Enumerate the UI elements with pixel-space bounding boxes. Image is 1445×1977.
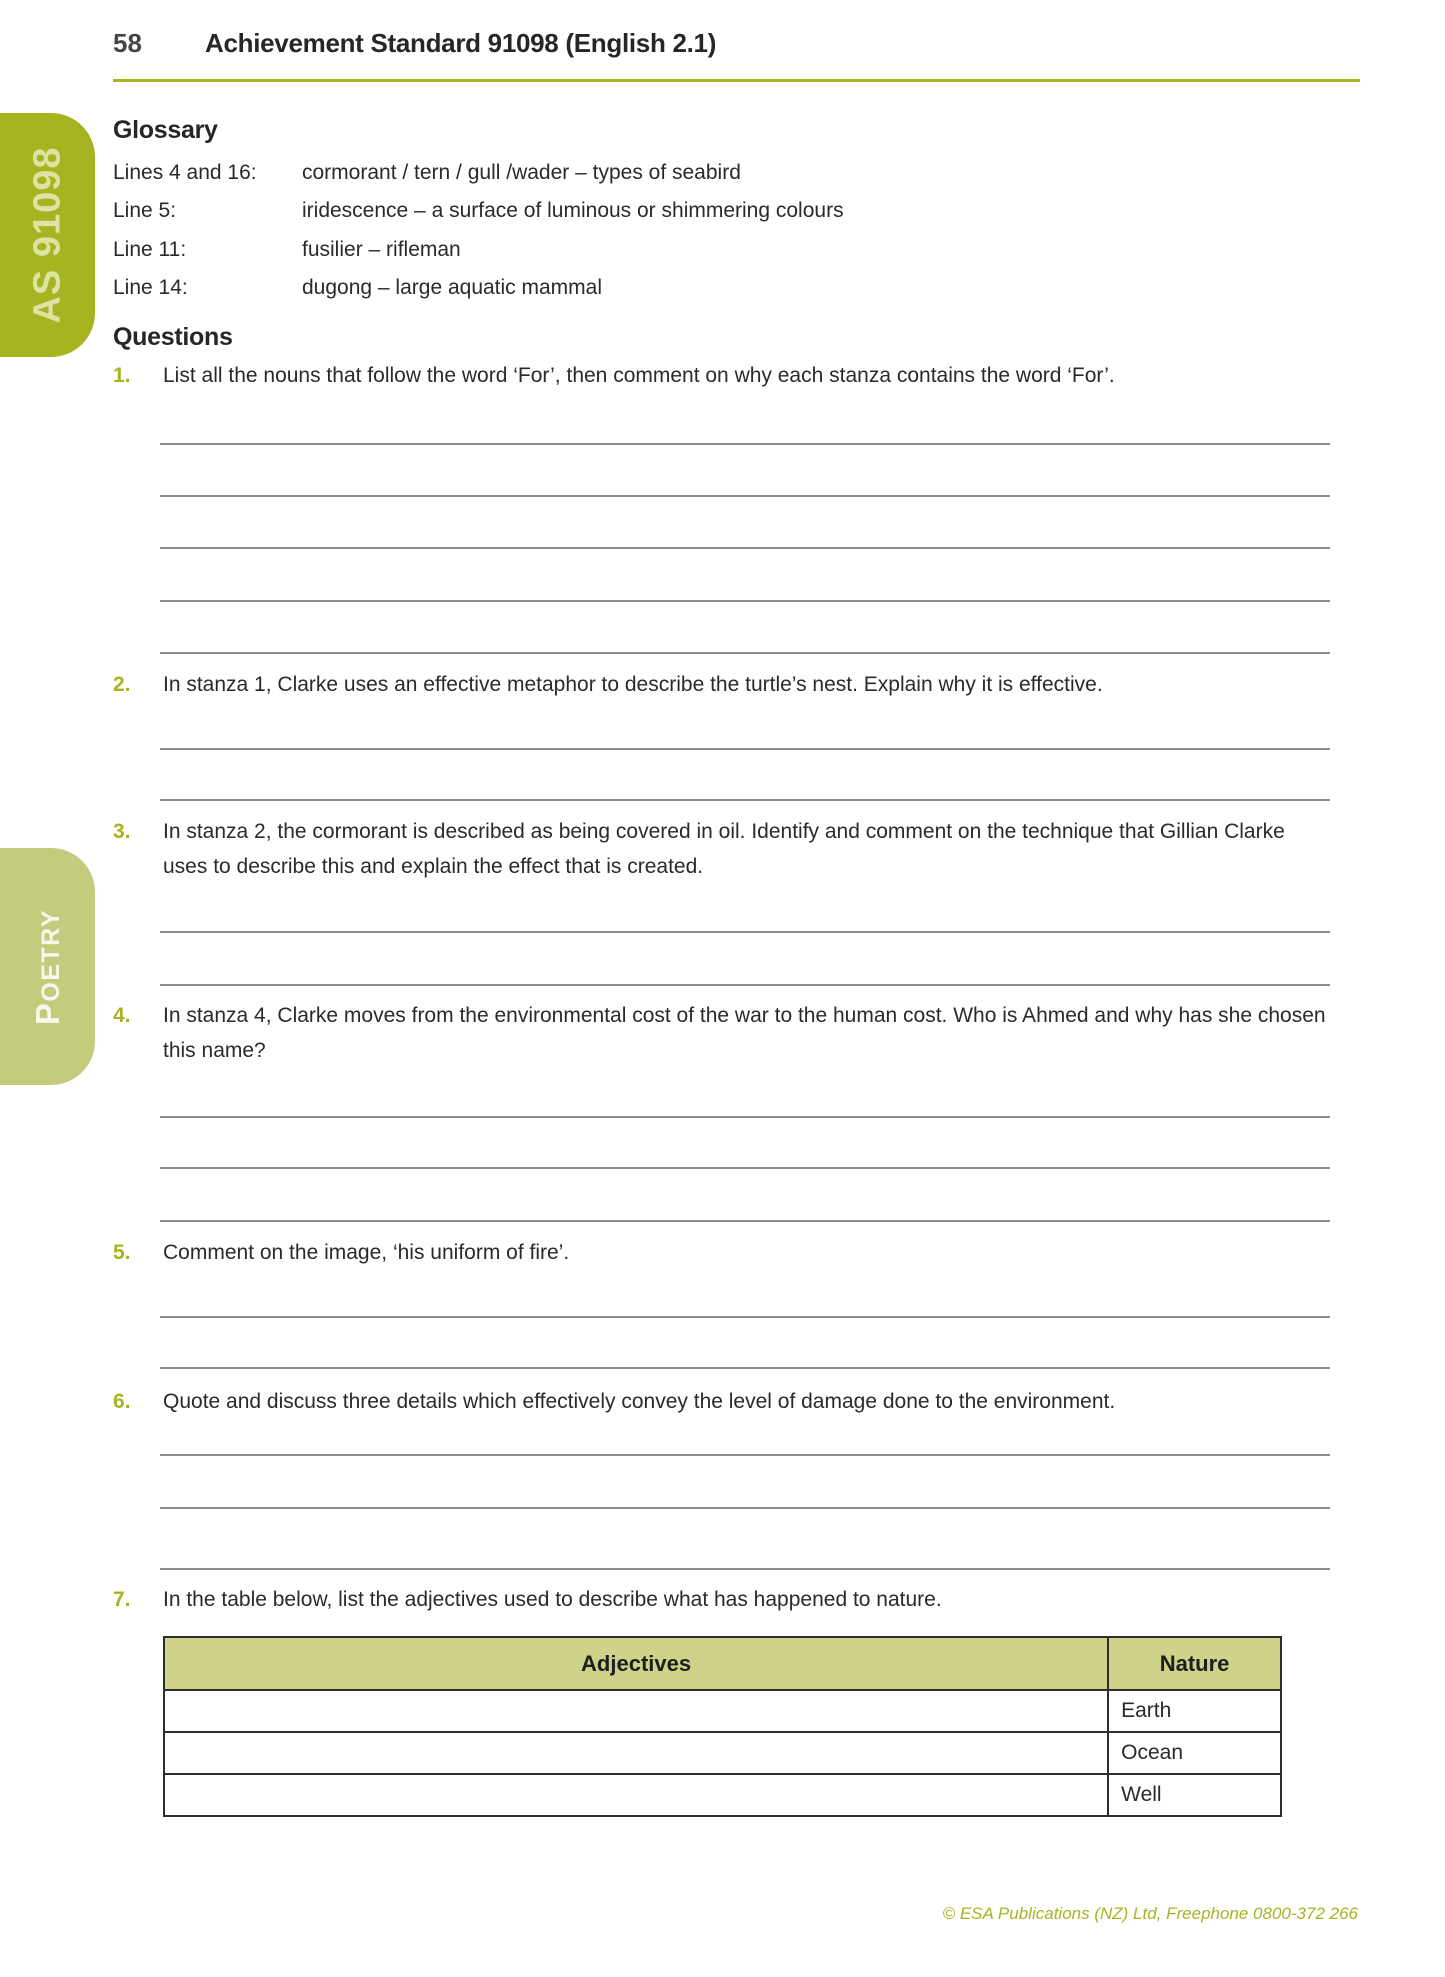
answer-line bbox=[160, 931, 1330, 933]
question-number: 2. bbox=[113, 673, 131, 696]
question-text: In stanza 1, Clarke uses an effective metaphor to describe the turtle’s nest. Explain why it is effective. bbox=[163, 673, 1103, 696]
page-title: Achievement Standard 91098 (English 2.1) bbox=[205, 28, 717, 58]
glossary-entry-label: Line 5: bbox=[113, 199, 177, 222]
answer-line bbox=[160, 1454, 1330, 1456]
question-number: 1. bbox=[113, 364, 131, 387]
answer-line bbox=[160, 547, 1330, 549]
question-number: 6. bbox=[113, 1390, 131, 1413]
answer-line bbox=[160, 1116, 1330, 1118]
question-number: 7. bbox=[113, 1588, 131, 1611]
header-rule bbox=[113, 79, 1360, 82]
tab-as91098 bbox=[0, 113, 95, 357]
glossary-entry-definition: cormorant / tern / gull /wader – types of seabird bbox=[302, 161, 741, 184]
answer-line bbox=[160, 443, 1330, 445]
answer-line bbox=[160, 600, 1330, 602]
answer-line bbox=[160, 1167, 1330, 1169]
question-number: 3. bbox=[113, 820, 131, 843]
answer-line bbox=[160, 1367, 1330, 1369]
adjectives-table bbox=[163, 1636, 1282, 1817]
glossary-entry-definition: iridescence – a surface of luminous or shimmering colours bbox=[302, 199, 844, 222]
glossary-entry-definition: dugong – large aquatic mammal bbox=[302, 276, 603, 299]
question-number: 4. bbox=[113, 1004, 131, 1027]
glossary-entry-label: Line 14: bbox=[113, 276, 188, 299]
answer-line bbox=[160, 748, 1330, 750]
questions-heading: Questions bbox=[113, 323, 233, 351]
table-cell-adjectives bbox=[164, 1774, 1108, 1816]
table-cell-nature: Earth bbox=[1108, 1690, 1281, 1732]
answer-line bbox=[160, 799, 1330, 801]
tab-poetry-rest: OETRY bbox=[36, 908, 65, 1002]
tab-poetry-label bbox=[29, 908, 67, 1024]
question-text: In stanza 4, Clarke moves from the environmental cost of the war to the human cost. Who is Ahmed and why has she chosen this name? bbox=[163, 1004, 1326, 1062]
answer-line bbox=[160, 652, 1330, 654]
answer-line bbox=[160, 495, 1330, 497]
table-cell-nature: Well bbox=[1108, 1774, 1281, 1816]
glossary-heading: Glossary bbox=[113, 116, 218, 144]
table-cell-adjectives bbox=[164, 1732, 1108, 1774]
question-text: Quote and discuss three details which effectively convey the level of damage done to the environment. bbox=[163, 1390, 1116, 1413]
table-row bbox=[164, 1774, 1281, 1816]
answer-line bbox=[160, 1507, 1330, 1509]
answer-line bbox=[160, 984, 1330, 986]
question-text: List all the nouns that follow the word ‘For’, then comment on why each stanza contains the word ‘For’. bbox=[163, 364, 1115, 387]
question-number: 5. bbox=[113, 1241, 131, 1264]
tab-poetry bbox=[0, 848, 95, 1085]
glossary-entry-label: Line 11: bbox=[113, 238, 187, 261]
table-header-adjectives: Adjectives bbox=[164, 1637, 1108, 1690]
table-row bbox=[164, 1732, 1281, 1774]
glossary-entry-label: Lines 4 and 16: bbox=[113, 161, 257, 184]
page-number: 58 bbox=[113, 28, 142, 58]
table-row bbox=[164, 1690, 1281, 1732]
table-cell-nature: Ocean bbox=[1108, 1732, 1281, 1774]
question-text: In stanza 2, the cormorant is described as being covered in oil. Identify and comment on the technique that Gillian Clarke uses to describe this and explain the effect that is created. bbox=[163, 820, 1285, 878]
tab-as91098-label: AS 91098 bbox=[26, 146, 68, 324]
glossary-entry-definition: fusilier – rifleman bbox=[302, 238, 461, 261]
answer-line bbox=[160, 1568, 1330, 1570]
question-text: Comment on the image, ‘his uniform of fire’. bbox=[163, 1241, 570, 1264]
question-text: In the table below, list the adjectives used to describe what has happened to nature. bbox=[163, 1588, 942, 1611]
footer-credit: © ESA Publications (NZ) Ltd, Freephone 0800-372 266 bbox=[942, 1904, 1358, 1923]
answer-line bbox=[160, 1316, 1330, 1318]
tab-poetry-initial: P bbox=[28, 1001, 66, 1025]
table-header-nature: Nature bbox=[1108, 1637, 1281, 1690]
table-cell-adjectives bbox=[164, 1690, 1108, 1732]
answer-line bbox=[160, 1220, 1330, 1222]
